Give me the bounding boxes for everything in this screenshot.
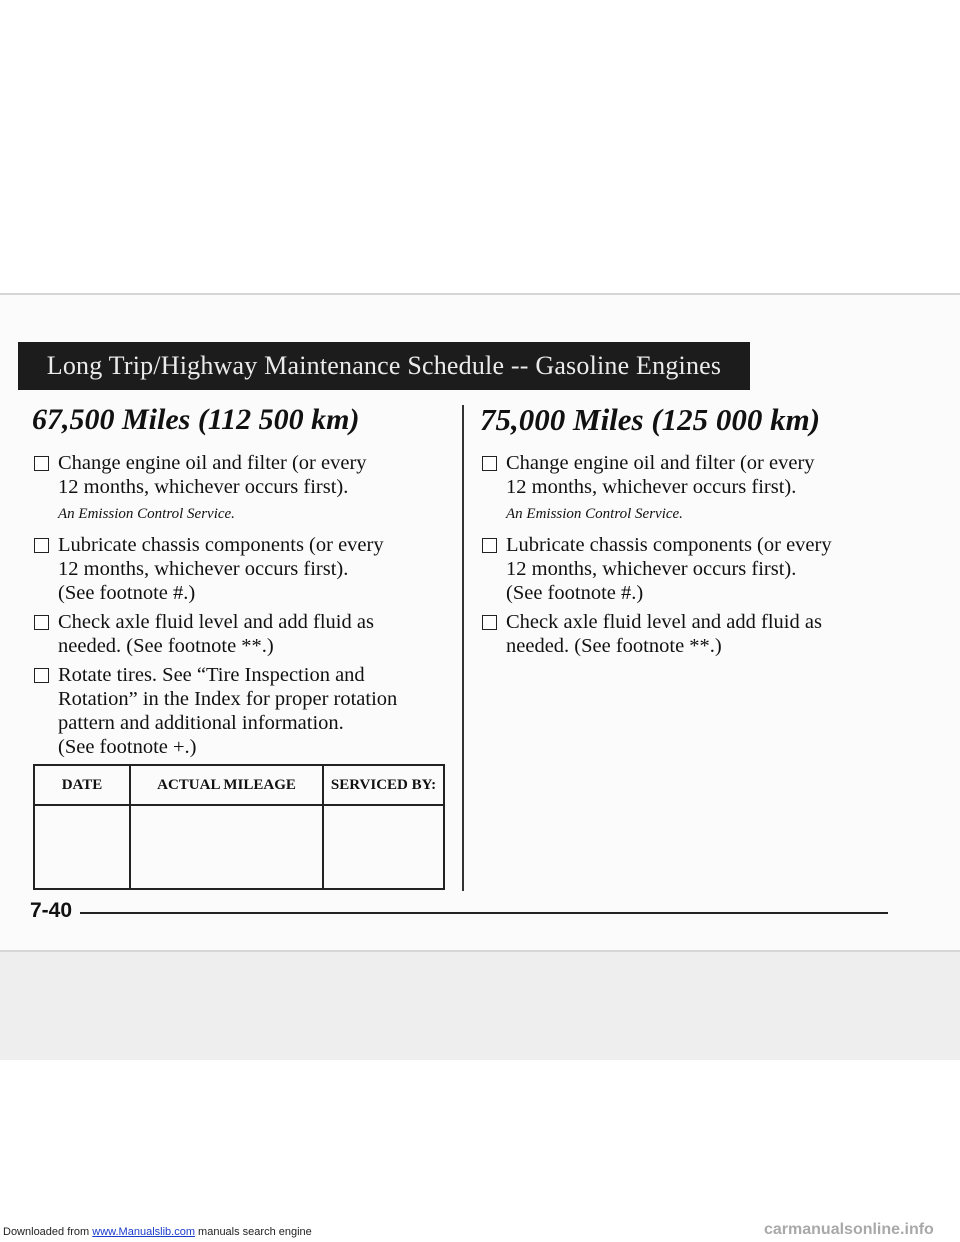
mileage-header: ACTUAL MILEAGE — [130, 765, 323, 805]
footer-rule — [80, 912, 888, 914]
left-mileage-heading: 67,500 Miles (112 500 km) — [32, 403, 360, 436]
item-text: (See footnote +.) — [58, 736, 197, 758]
mileage-cell[interactable] — [130, 805, 323, 889]
item-text: needed. (See footnote **.) — [506, 635, 722, 657]
column-divider — [462, 405, 464, 891]
checkbox-icon[interactable] — [482, 615, 497, 630]
date-cell[interactable] — [34, 805, 130, 889]
left-emission-note: An Emission Control Service. — [58, 506, 235, 522]
manual-page — [0, 293, 960, 952]
site-logo: carmanualsonline.info — [764, 1221, 934, 1238]
checkbox-icon[interactable] — [34, 456, 49, 471]
serviced-by-header: SERVICED BY: — [323, 765, 444, 805]
checkbox-icon[interactable] — [482, 456, 497, 471]
manualslib-link[interactable]: www.Manualslib.com — [92, 1226, 195, 1238]
page-number: 7-40 — [30, 899, 73, 922]
item-text: Change engine oil and filter (or every — [506, 452, 815, 474]
table-header-row — [34, 765, 444, 805]
service-log-table — [33, 764, 445, 890]
right-item-axle — [480, 610, 890, 658]
checkbox-icon[interactable] — [482, 538, 497, 553]
left-item-oil — [32, 451, 442, 499]
section-banner — [18, 342, 750, 390]
item-text: (See footnote #.) — [58, 582, 196, 604]
download-watermark — [3, 1226, 312, 1238]
item-text: pattern and additional information. — [58, 712, 344, 734]
item-text: 12 months, whichever occurs first). — [506, 476, 797, 498]
left-column — [32, 403, 442, 764]
serviced-by-cell[interactable] — [323, 805, 444, 889]
left-item-tires — [32, 663, 442, 759]
item-text: Change engine oil and filter (or every — [58, 452, 367, 474]
right-mileage-heading: 75,000 Miles (125 000 km) — [480, 402, 821, 437]
left-item-axle — [32, 610, 442, 658]
checkbox-icon[interactable] — [34, 668, 49, 683]
item-text: 12 months, whichever occurs first). — [506, 558, 797, 580]
item-text: Check axle fluid level and add fluid as — [506, 611, 822, 633]
banner-title: Long Trip/Highway Maintenance Schedule -- Gasoline Engines — [46, 351, 722, 380]
table-row — [34, 805, 444, 889]
right-item-oil — [480, 451, 890, 499]
item-text: Lubricate chassis components (or every — [58, 534, 384, 556]
watermark-suffix: manuals search engine — [194, 1226, 312, 1238]
checkbox-icon[interactable] — [34, 615, 49, 630]
item-text: (See footnote #.) — [506, 582, 644, 604]
item-text: Check axle fluid level and add fluid as — [58, 611, 374, 633]
checkbox-icon[interactable] — [34, 538, 49, 553]
right-column — [480, 403, 890, 663]
item-text: Rotation” in the Index for proper rotation — [58, 688, 398, 710]
top-margin — [0, 0, 960, 293]
item-text: 12 months, whichever occurs first). — [58, 558, 349, 580]
bottom-margin — [0, 952, 960, 1060]
item-text: 12 months, whichever occurs first). — [58, 476, 349, 498]
right-item-chassis — [480, 533, 890, 605]
left-item-chassis — [32, 533, 442, 605]
item-text: Lubricate chassis components (or every — [506, 534, 832, 556]
item-text: Rotate tires. See “Tire Inspection and — [58, 664, 365, 686]
item-text: needed. (See footnote **.) — [58, 635, 274, 657]
date-header: DATE — [34, 765, 130, 805]
right-emission-note: An Emission Control Service. — [506, 506, 683, 522]
watermark-prefix: Downloaded from — [3, 1226, 93, 1238]
